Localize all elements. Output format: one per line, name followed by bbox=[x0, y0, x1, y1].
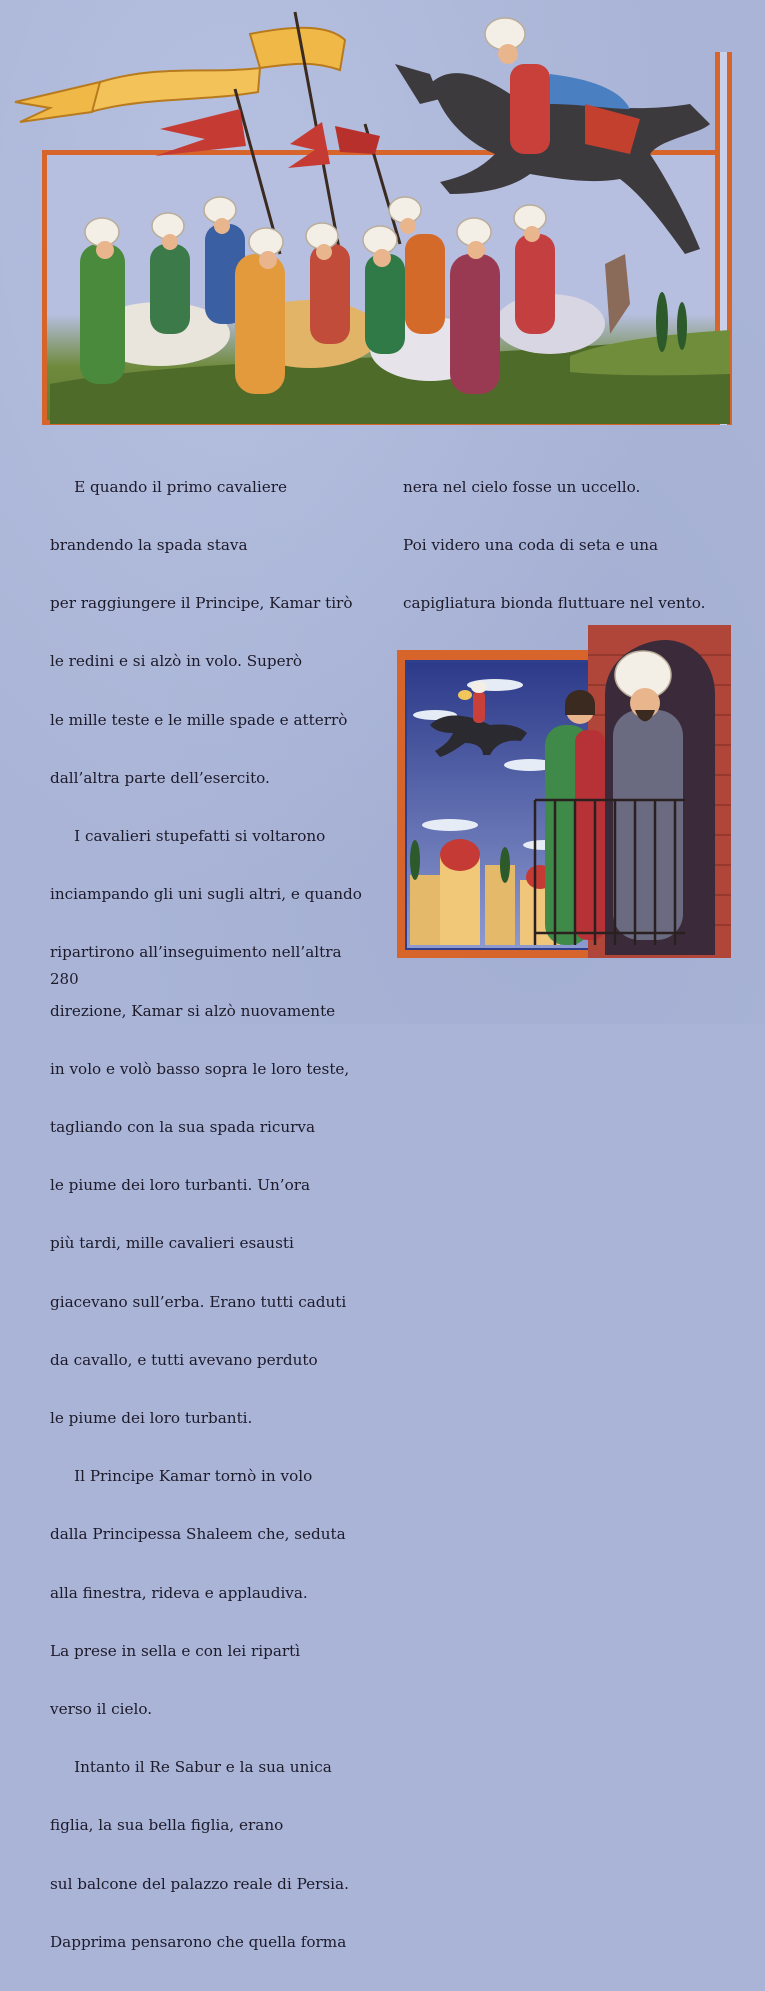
text-line: in volo e volò basso sopra le loro teste, bbox=[50, 1059, 350, 1078]
top-illustration bbox=[10, 4, 740, 429]
text-line: le redini e si alzò in volo. Superò bbox=[50, 652, 303, 671]
ribbon-banner bbox=[15, 28, 345, 122]
text-line: giacevano sull’erba. Erano tutti caduti bbox=[50, 1292, 347, 1311]
text-line: alla finestra, rideva e applaudiva. bbox=[50, 1583, 308, 1602]
text-line: nera nel cielo fosse un uccello. bbox=[403, 477, 641, 496]
text-line: I cavalieri stupefatti si voltarono bbox=[50, 827, 326, 846]
text-line: Il Principe Kamar tornò in volo bbox=[50, 1467, 313, 1486]
text-line: ripartirono all’inseguimento nell’altra bbox=[50, 943, 342, 962]
pennants bbox=[155, 109, 380, 168]
text-line: brandendo la spada stava bbox=[50, 536, 248, 555]
text-line: capigliatura bionda fluttuare nel vento. bbox=[403, 594, 706, 613]
text-line: tagliando con la sua spada ricurva bbox=[50, 1118, 316, 1137]
flying-horse bbox=[395, 18, 710, 254]
text-column-left bbox=[50, 439, 380, 1991]
text-line: le mille teste e le mille spade e atterrò bbox=[50, 710, 348, 729]
text-line: verso il cielo. bbox=[50, 1700, 153, 1719]
page-number: 280 bbox=[50, 970, 79, 988]
text-line: Intanto il Re Sabur e la sua unica bbox=[50, 1758, 332, 1777]
text-line: dall’altra parte dell’esercito. bbox=[50, 768, 270, 787]
text-line: le piume dei loro turbanti. Un’ora bbox=[50, 1176, 311, 1195]
text-line: Poi videro una coda di seta e una bbox=[403, 536, 659, 555]
text-line: direzione, Kamar si alzò nuovamente bbox=[50, 1001, 336, 1020]
text-line: per raggiungere il Principe, Kamar tirò bbox=[50, 594, 353, 613]
bottom-illustration bbox=[395, 615, 733, 960]
text-line: le piume dei loro turbanti. bbox=[50, 1409, 253, 1428]
text-line: da cavallo, e tutti avevano perduto bbox=[50, 1350, 318, 1369]
text-line: più tardi, mille cavalieri esausti bbox=[50, 1234, 294, 1253]
text-line: sul balcone del palazzo reale di Persia. bbox=[50, 1874, 349, 1893]
text-line: La prese in sella e con lei ripartì bbox=[50, 1641, 301, 1660]
text-line: figlia, la sua bella figlia, erano bbox=[50, 1816, 284, 1835]
text-line: E quando il primo cavaliere bbox=[50, 477, 287, 496]
text-line: inciampando gli uni sugli altri, e quando bbox=[50, 885, 362, 904]
text-line: dalla Principessa Shaleem che, seduta bbox=[50, 1525, 346, 1544]
text-line: Dapprima pensarono che quella forma bbox=[50, 1932, 347, 1951]
